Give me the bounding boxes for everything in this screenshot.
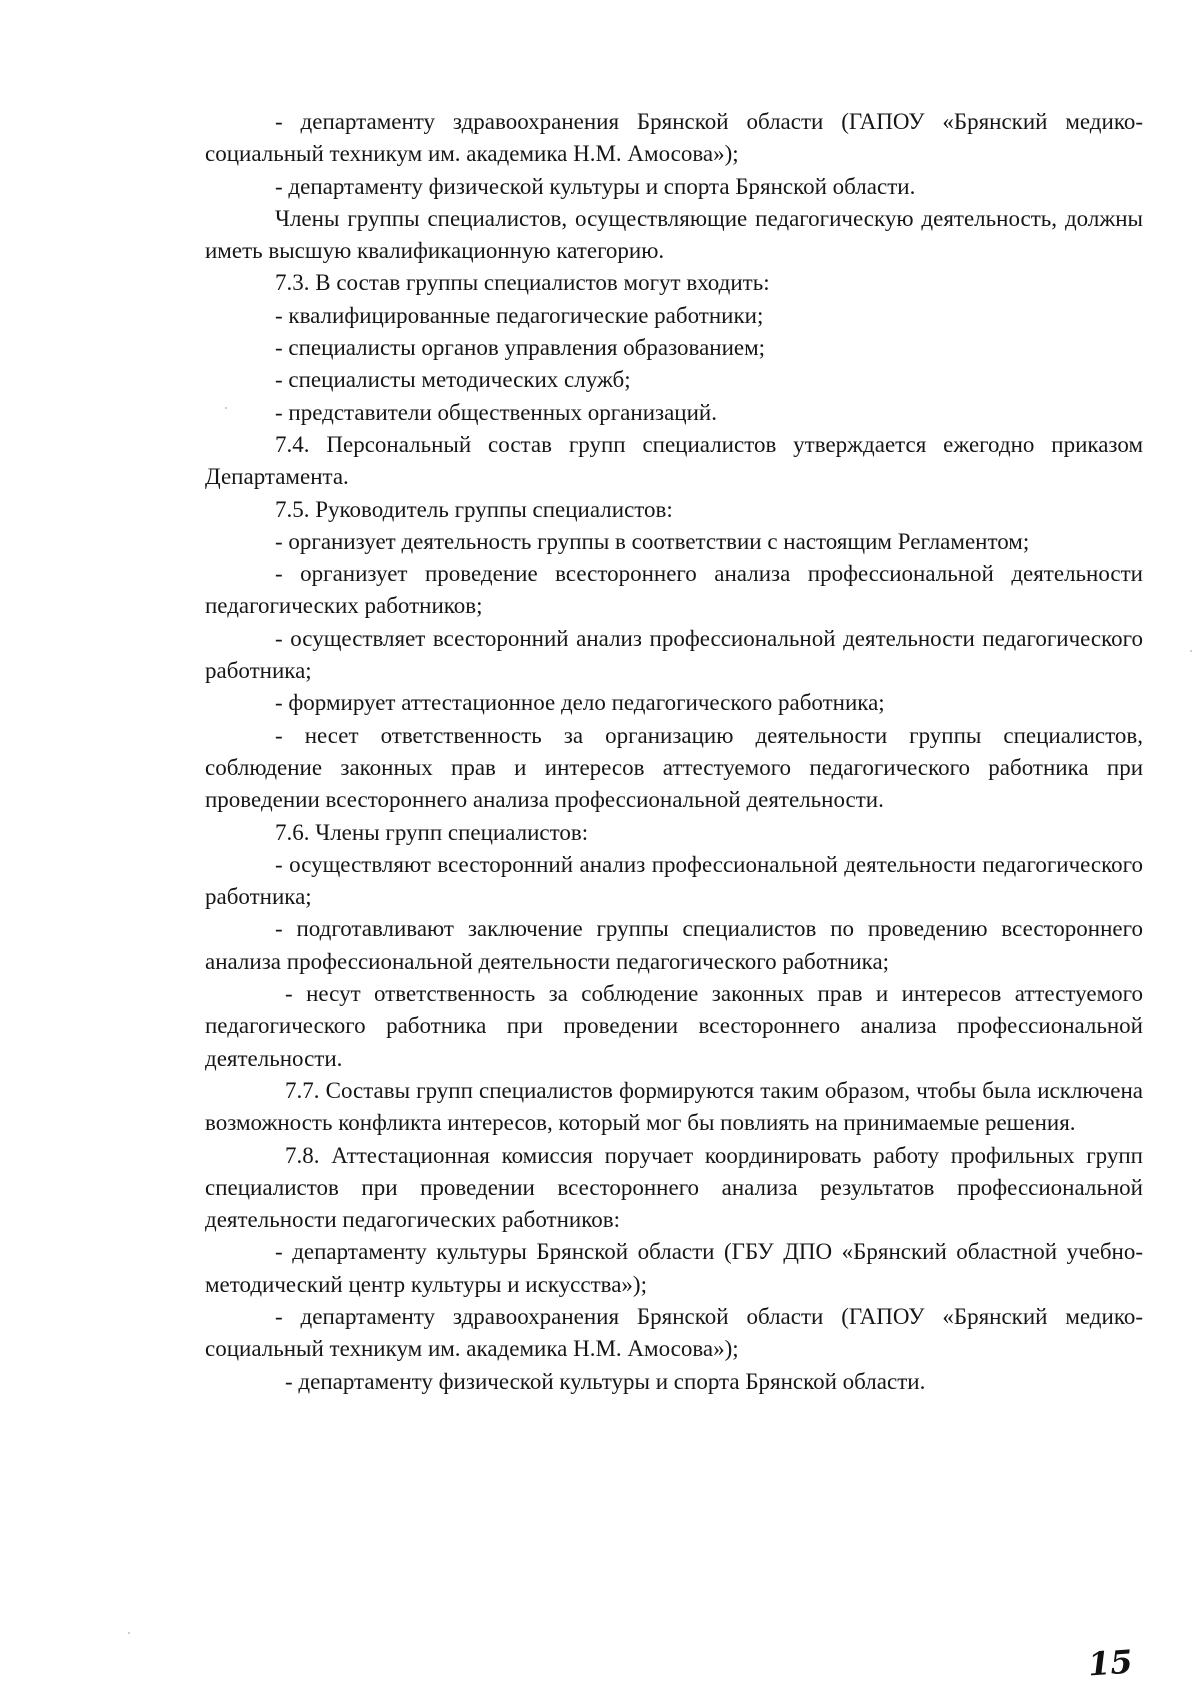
scan-speck (1190, 650, 1192, 652)
paragraph-16: 7.6. Члены групп специалистов: (275, 819, 589, 845)
paragraph-2: - департаменту физической культуры и спорта Брянской области. (275, 173, 916, 199)
paragraph-24: - департаменту физической культуры и спорта Брянской области. (285, 1368, 926, 1394)
paragraph-4: 7.3. В состав группы специалистов могут входить: (275, 270, 770, 296)
paragraph-21: 7.8. Аттестационная комиссия поручает координировать работу профильных групп специалистов при проведении всестороннего анализа результатов профессиональной деятельности педагогических работников: (205, 1142, 1143, 1233)
paragraph-12: - организует проведение всестороннего анализа профессиональной деятельности педагогических работников; (205, 561, 1143, 619)
paragraph-1: - департаменту здравоохранения Брянской области (ГАПОУ «Брянский медико-социальный техникум им. академика Н.М. Амосова»); (205, 109, 1143, 167)
page-number: 15 (1086, 1642, 1134, 1684)
paragraph-13: - осуществляет всесторонний анализ профессиональной деятельности педагогического работника; (205, 625, 1143, 684)
paragraph-23: - департаменту здравоохранения Брянской области (ГАПОУ «Брянский медико-социальный техникум им. академика Н.М. Амосова»); (205, 1303, 1143, 1362)
paragraph-5: - квалифицированные педагогические работники; (275, 302, 764, 328)
paragraph-3: Члены группы специалистов, осуществляющие педагогическую деятельность, должны иметь высшую квалификационную категорию. (205, 205, 1143, 264)
paragraph-20: 7.7. Составы групп специалистов формируются таким образом, чтобы была исключена возможность конфликта интересов, который мог бы повлиять на принимаемые решения. (205, 1077, 1143, 1136)
paragraph-22: - департаменту культуры Брянской области (ГБУ ДПО «Брянский областной учебно-методический центр культуры и искусства»); (205, 1239, 1143, 1297)
paragraph-14: - формирует аттестационное дело педагогического работника; (275, 690, 885, 716)
paragraph-8: - представители общественных организаций. (275, 399, 717, 425)
scan-speck (128, 1632, 130, 1634)
paragraph-9: 7.4. Персональный состав групп специалистов утверждается ежегодно приказом Департамента. (205, 431, 1143, 490)
paragraph-7: - специалисты методических служб; (275, 367, 631, 393)
paragraph-10: 7.5. Руководитель группы специалистов: (275, 496, 673, 522)
paragraph-11: - организует деятельность группы в соответствии с настоящим Регламентом; (275, 528, 1030, 554)
paragraph-19: - несут ответственность за соблюдение законных прав и интересов аттестуемого педагогического работника при проведении всестороннего анализа профессиональной деятельности. (205, 981, 1143, 1071)
paragraph-18: - подготавливают заключение группы специалистов по проведению всестороннего анализа профессиональной деятельности педагогического работника; (205, 916, 1143, 974)
paragraph-15: - несет ответственность за организацию деятельности группы специалистов, соблюдение законных прав и интересов аттестуемого педагогического работника при проведении всестороннего анализа профессиональной деятельности. (205, 722, 1143, 813)
scan-speck (225, 407, 227, 409)
paragraph-6: - специалисты органов управления образованием; (275, 335, 766, 361)
paragraph-17: - осуществляют всесторонний анализ профессиональной деятельности педагогического работника; (205, 851, 1143, 910)
document-body (205, 106, 1143, 1398)
